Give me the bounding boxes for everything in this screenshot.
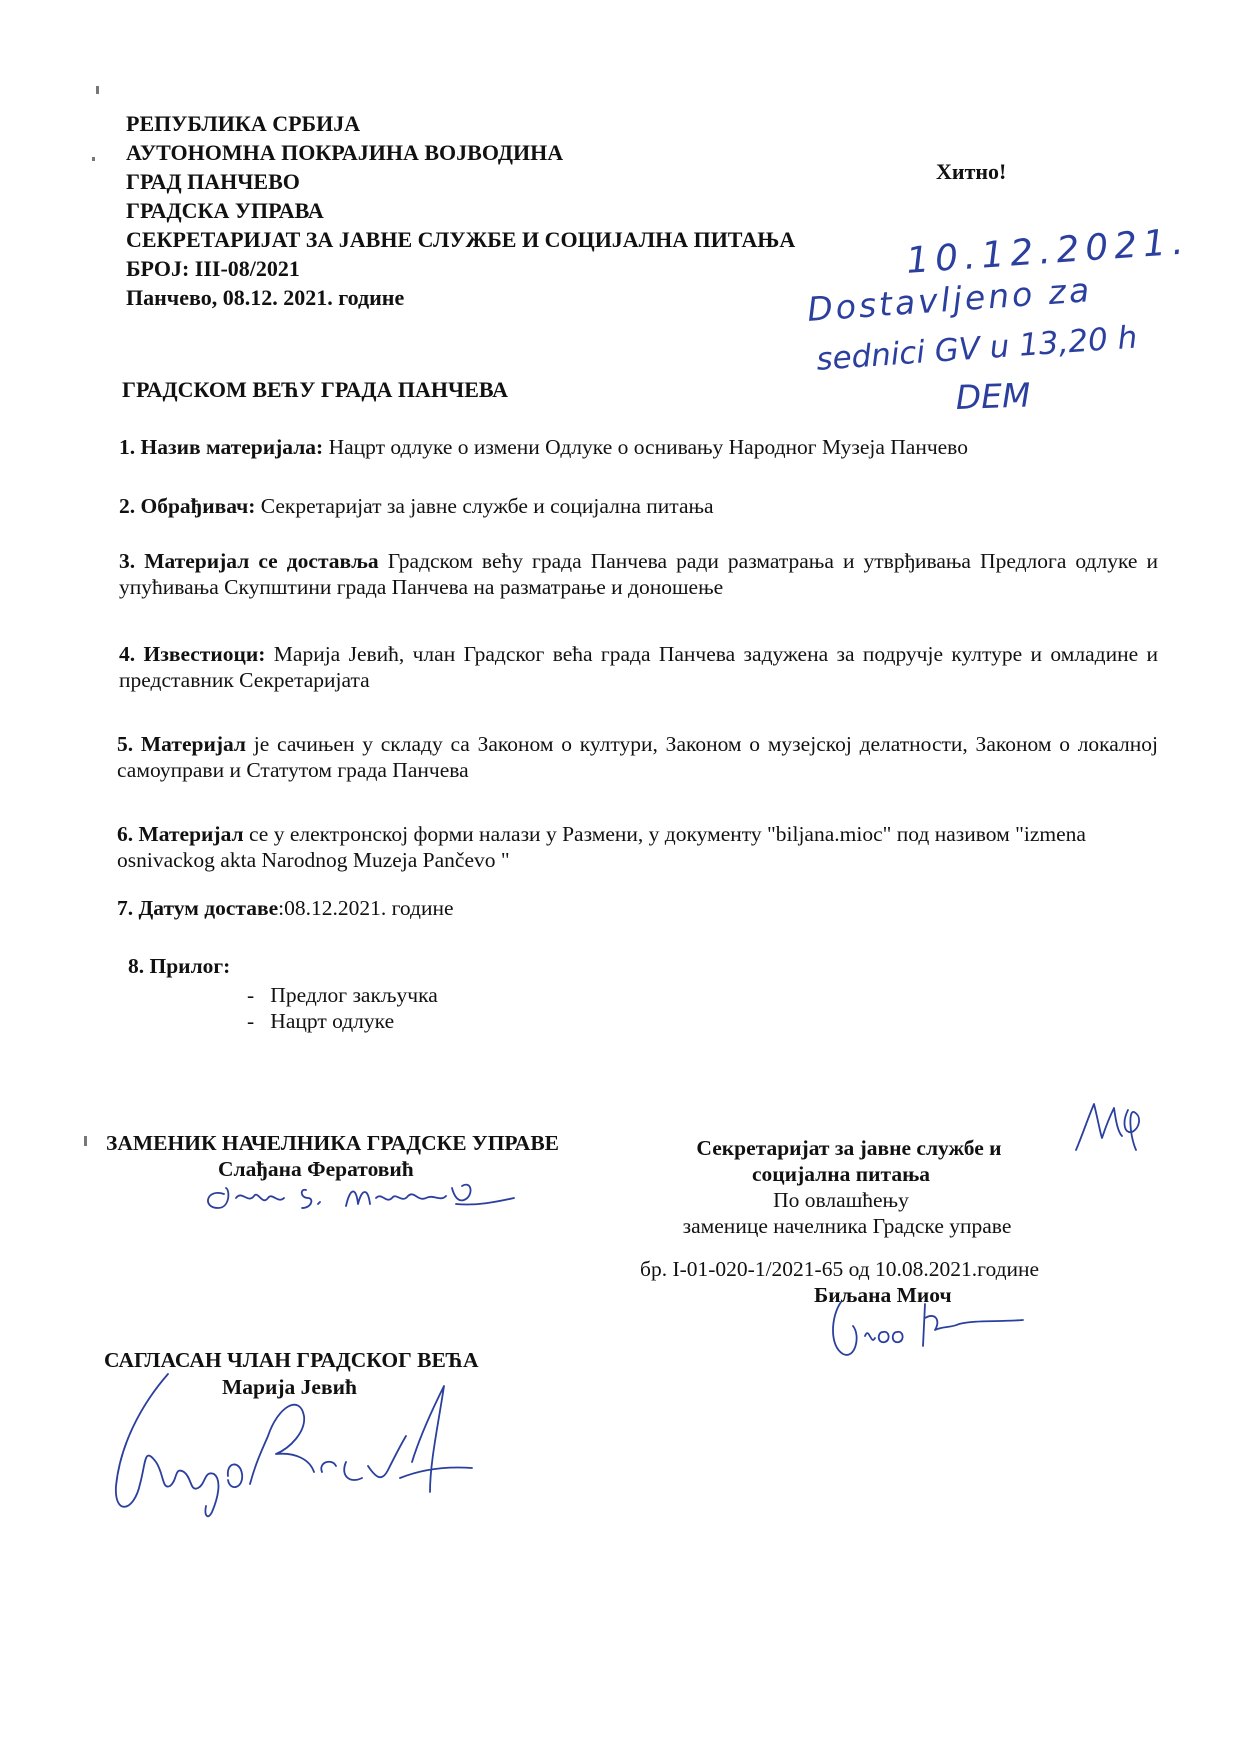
attachment-item: - Нацрт одлуке: [247, 1009, 395, 1033]
secretariat-line-2: социјална питања: [752, 1162, 930, 1186]
deputy-head-title: ЗАМЕНИК НАЧЕЛНИКА ГРАДСКЕ УПРАВЕ: [106, 1131, 560, 1155]
item-6: [117, 821, 1162, 873]
header-place-date: Панчево, 08.12. 2021. године: [126, 285, 405, 310]
item-2-label: 2. Обрађивач:: [119, 494, 256, 518]
item-1: [119, 434, 1149, 460]
item-3: [119, 548, 1158, 600]
header-administration: ГРАДСКА УПРАВА: [126, 198, 324, 223]
header-secretariat: СЕКРЕТАРИЈАТ ЗА ЈАВНЕ СЛУЖБЕ И СОЦИЈАЛНА ПИТАЊА: [126, 227, 796, 252]
signature-mioc: [825, 1296, 1025, 1370]
secretariat-signature-block: [618, 1135, 1118, 1239]
item-2-text: Секретаријат за јавне службе и социјална питања: [255, 494, 714, 518]
item-4-label: 4. Известиоци:: [119, 642, 266, 666]
secretariat-line-1: Секретаријат за јавне службе и: [696, 1136, 1002, 1160]
header-republic: РЕПУБЛИКА СРБИЈА: [126, 111, 361, 136]
item-3-label: 3. Материјал се доставља: [119, 549, 379, 573]
item-1-text: Нацрт одлуке о измени Одлуке о оснивању Народног Музеја Панчево: [323, 435, 968, 459]
item-7-text: :08.12.2021. године: [278, 896, 454, 920]
authorization-line: По овлашћењу: [773, 1188, 909, 1212]
scan-speck: [96, 86, 99, 94]
item-7: [117, 895, 1147, 921]
urgent-label: Хитно!: [936, 159, 1007, 184]
handwritten-initials: DEM: [955, 375, 1032, 417]
scan-speck: [84, 1136, 87, 1146]
item-7-label: 7. Датум доставе: [117, 896, 279, 920]
authorization-line-deputy: заменице начелника Градске управе: [682, 1214, 1012, 1238]
letterhead: [126, 109, 926, 312]
deputy-head-name: Слађана Фератовић: [218, 1157, 414, 1181]
item-4: [119, 641, 1158, 693]
item-2: [119, 493, 1149, 519]
handwritten-line-1: Dostavljeno za: [806, 270, 1094, 329]
council-member-name: Марија Јевић: [222, 1375, 357, 1399]
item-4-text: Марија Јевић, члан Градског већа града Панчева задужена за подручје културе и омладине и представник Секретаријата: [119, 642, 1158, 692]
handwritten-line-2: sednici GV u 13,20 h: [815, 319, 1139, 378]
item-5-label: 5. Материјал: [117, 732, 246, 756]
signature-feratovic: [196, 1168, 516, 1218]
header-number: БРОЈ: III-08/2021: [126, 256, 300, 281]
authorization-number: бр. I-01-020-1/2021-65 од 10.08.2021.године: [640, 1257, 1040, 1281]
item-5-text: је сачињен у складу са Законом о култури, Законом о музејској делатности, Законом о локалној самоуправи и Статутом града Панчева: [117, 732, 1158, 782]
attachment-item: - Предлог закључка: [247, 983, 438, 1007]
addressee: ГРАДСКОМ ВЕЋУ ГРАДА ПАНЧЕВА: [122, 377, 509, 402]
attachments-list: [247, 982, 438, 1034]
attachments-label: 8. Прилог:: [128, 954, 231, 978]
item-1-label: 1. Назив материјала:: [119, 435, 324, 459]
council-member-title: САГЛАСАН ЧЛАН ГРАДСКОГ ВЕЋА: [104, 1348, 479, 1372]
header-city: ГРАД ПАНЧЕВО: [126, 169, 300, 194]
item-3-text: Градском већу града Панчева ради разматрања и утврђивања Предлога одлуке и упућивања Скупштини града Панчева на разматрање и доношење: [119, 549, 1158, 599]
initials-mark: [1072, 1096, 1152, 1156]
item-6-label: 6. Материјал: [117, 822, 244, 846]
secretariat-signer-name: Биљана Миоч: [814, 1283, 952, 1307]
handwritten-date: 10.12.2021.: [904, 221, 1191, 282]
scan-speck: [92, 157, 95, 161]
item-6-text: се у електронској форми налази у Размени, у документу "biljana.mioc" под називом "izmena osnivackog akta Narodnog Muzeja Pančevo ": [117, 822, 1086, 872]
signature-jevic: [100, 1366, 490, 1526]
item-5: [117, 731, 1158, 783]
header-province: АУТОНОМНА ПОКРАЈИНА ВОЈВОДИНА: [126, 140, 564, 165]
